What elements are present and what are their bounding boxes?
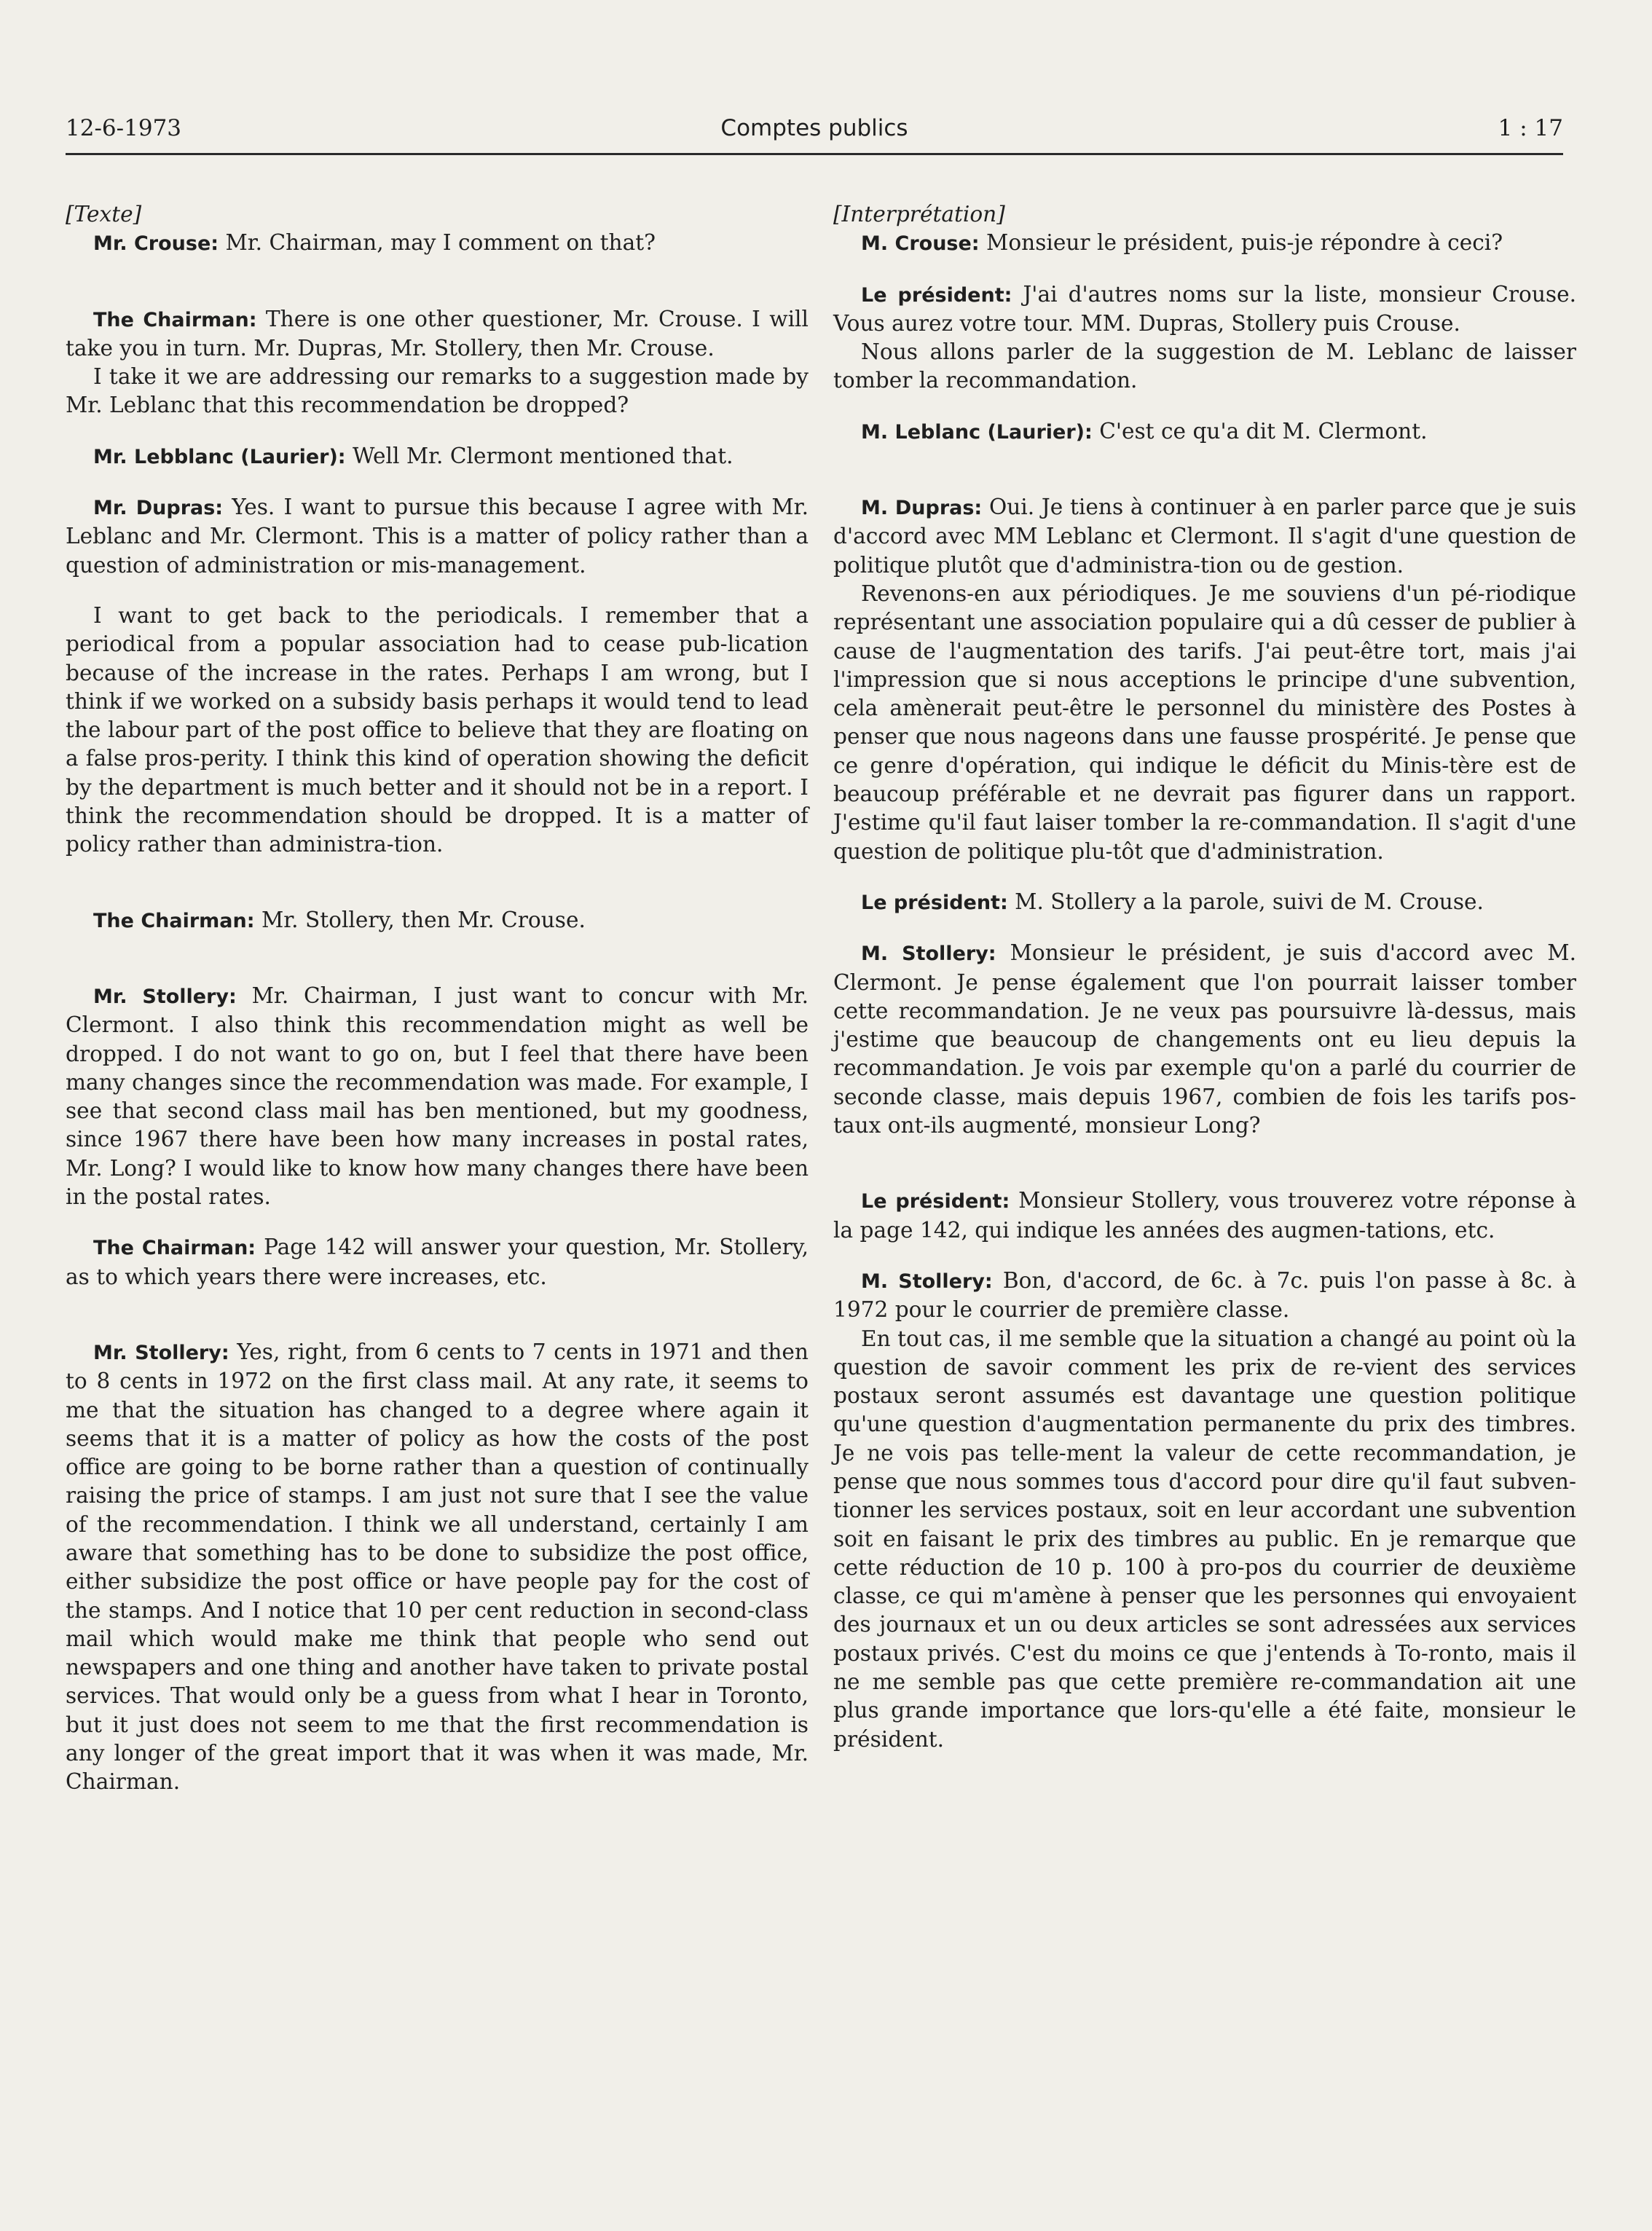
speech-text: Yes, right, from 6 cents to 7 cents in 1971 and then to 8 cents in 1972 on the first class mail. At any rate, it seems to me that the situation has changed to a degree where again it seems that it is a matter of policy as how the costs of the post office are going to be borne rather than a question of continually raising the price of stamps. I am just not sure that I see the value of the recommendation. I think we all understand, certainly I am aware that something has to be done to subsidize the post office, either subsidize the post office or have people pay for the cost of the stamps. And I notice that 10 per cent reduction in second-class mail which would make me think that people who send out newspapers and one thing and another have taken to private postal services. That would only be a guess from what I hear in Toronto, but it just does not seem to me that the first recommendation is any longer of the great import that it was when it was made, Mr. Chairman. bbox=[66, 1339, 809, 1795]
paragraph bbox=[66, 906, 809, 935]
speech-text: Page 142 will answer your question, Mr. Stollery, as to which years there were increases, etc. bbox=[66, 1235, 809, 1289]
paragraph bbox=[833, 417, 1576, 446]
header-page-number: 1 : 17 bbox=[1498, 115, 1563, 141]
english-column bbox=[66, 200, 809, 1797]
speech-text: Bon, d'accord, de 6c. à 7c. puis l'on passe à 8c. à 1972 pour le courrier de première classe. bbox=[833, 1267, 1576, 1323]
speech-text: M. Stollery a la parole, suivi de M. Crouse. bbox=[1007, 889, 1484, 914]
speech-text: Well Mr. Clermont mentioned that. bbox=[345, 443, 733, 468]
paragraph bbox=[833, 888, 1576, 917]
header-date: 12-6-1973 bbox=[66, 115, 182, 141]
speaker-name: The Chairman: bbox=[93, 308, 257, 331]
french-column bbox=[833, 200, 1576, 1754]
speech-text: Mr. Chairman, may I comment on that? bbox=[219, 230, 656, 256]
speaker-name: The Chairman: bbox=[93, 909, 255, 932]
speech-text: Revenons-en aux périodiques. Je me souviens d'un pé-riodique représentant une association populaire qui a dû cesser de publier à cause de l'augmentation des tarifs. J'ai peut-être tort, mais j'ai l'impression que si nous acceptions le principe d'une subvention, cela amènerait peut-être le personnel du ministère des Postes à penser que nous nageons dans une fausse prospérité. Je pense que ce genre d'opération, qui indique le déficit du Minis-tère est de beaucoup préférable et ne devrait pas figurer dans un rapport. J'estime qu'il faut laiser tomber la re-commandation. Il s'agit d'une question de politique plu-tôt que d'administration. bbox=[833, 581, 1576, 864]
speech-text: J'ai d'autres noms sur la liste, monsieur Crouse. Vous aurez votre tour. MM. Dupras, Stollery puis Crouse. bbox=[833, 281, 1577, 336]
paragraph bbox=[833, 338, 1576, 396]
paragraph bbox=[833, 1187, 1576, 1245]
paragraph bbox=[833, 580, 1576, 866]
speech-text: Monsieur Stollery, vous trouverez votre réponse à la page 142, qui indique les années des augmen-tations, etc. bbox=[833, 1188, 1576, 1243]
section-label: [Interprétation] bbox=[833, 202, 1005, 227]
speaker-name: M. Stollery: bbox=[861, 1270, 993, 1293]
speech-text: C'est ce qu'a dit M. Clermont. bbox=[1092, 418, 1428, 444]
speaker-name: Le président: bbox=[861, 283, 1012, 307]
header-title: Comptes publics bbox=[720, 115, 908, 141]
paragraph bbox=[833, 493, 1576, 580]
paragraph bbox=[66, 363, 809, 420]
speaker-name: Le président: bbox=[861, 891, 1008, 914]
speech-text: En tout cas, il me semble que la situation a changé au point où la question de savoir comment les prix de re-vient des services postaux seront assumés est davantage une question politique qu'une question d'augmentation permanente du prix des timbres. Je ne vois pas telle-ment la valeur de cette recommandation, je pense que nous sommes tous d'accord pour dire qu'il faut subven-tionner les services postaux, soit en leur accordant une subvention soit en faisant le prix des timbres au public. En je remarque que cette réduction de 10 p. 100 à pro-pos du courrier de deuxième classe, ce qui m'amène à penser que les personnes qui envoyaient des journaux et un ou deux articles se sont adressées aux services postaux privés. C'est du moins ce que j'entends à To-ronto, mais il ne me semble pas que cette première re-commandation ait une plus grande importance que lors-qu'elle a été faite, monsieur le président. bbox=[833, 1326, 1576, 1752]
speaker-name: Le président: bbox=[861, 1190, 1010, 1213]
speaker-name: M. Crouse: bbox=[861, 232, 980, 256]
paragraph bbox=[833, 1325, 1576, 1754]
paragraph bbox=[833, 280, 1576, 339]
speaker-name: The Chairman: bbox=[93, 1237, 256, 1260]
paragraph bbox=[66, 493, 809, 580]
paragraph bbox=[833, 1267, 1576, 1325]
speaker-name: Mr. Stollery: bbox=[93, 985, 237, 1008]
speech-text: Mr. Chairman, I just want to concur with Mr. Clermont. I also think this recommendation might as well be dropped. I do not want to go on, but I feel that there have been many changes since the recommendation was made. For example, I see that second class mail has ben mentioned, but my goodness, since 1967 there have been how many increases in postal rates, Mr. Long? I would like to know how many changes there have been in the postal rates. bbox=[66, 983, 809, 1210]
paragraph bbox=[66, 229, 809, 258]
paragraph bbox=[66, 1233, 809, 1291]
speaker-name: M. Leblanc (Laurier): bbox=[861, 420, 1093, 444]
paragraph bbox=[833, 229, 1576, 258]
paragraph bbox=[833, 939, 1576, 1140]
paragraph bbox=[66, 305, 809, 363]
speaker-name: M. Stollery: bbox=[861, 943, 996, 966]
speaker-name: Mr. Dupras: bbox=[93, 497, 224, 520]
paragraph bbox=[66, 1338, 809, 1797]
paragraph bbox=[66, 982, 809, 1211]
speaker-name: Mr. Lebblanc (Laurier): bbox=[93, 445, 346, 468]
speech-text: I want to get back to the periodicals. I remember that a periodical from a popular association had to cease pub-lication because of the increase in the rates. Perhaps I am wrong, but I think if we worked on a subsidy basis perhaps it would tend to lead the labour part of the post office to believe that they are floating on a false pros-perity. I think this kind of operation showing the deficit by the department is much better and it should not be in a report. I think the recommendation should be dropped. It is a matter of policy rather than administra-tion. bbox=[66, 602, 809, 857]
speech-text: Mr. Stollery, then Mr. Crouse. bbox=[254, 907, 586, 932]
speech-text: I take it we are addressing our remarks to a suggestion made by Mr. Leblanc that this recommendation be dropped? bbox=[66, 364, 809, 418]
paragraph bbox=[66, 442, 809, 471]
section-label: [Texte] bbox=[66, 202, 142, 227]
speaker-name: Mr. Crouse: bbox=[93, 232, 219, 256]
paragraph bbox=[66, 602, 809, 859]
speaker-name: Mr. Stollery: bbox=[93, 1341, 229, 1364]
speech-text: Yes. I want to pursue this because I agree with Mr. Leblanc and Mr. Clermont. This is a matter of policy rather than a question of administration or mis-management. bbox=[66, 495, 809, 578]
speech-text: Oui. Je tiens à continuer à en parler parce que je suis d'accord avec MM Leblanc et Clermont. Il s'agit d'une question de politique plutôt que d'administra-tion ou de gestion. bbox=[833, 495, 1577, 578]
page-header bbox=[66, 109, 1563, 155]
speech-text: Nous allons parler de la suggestion de M. Leblanc de laisser tomber la recommandation. bbox=[833, 339, 1576, 393]
speech-text: Monsieur le président, je suis d'accord avec M. Clermont. Je pense également que l'on pourrait laisser tomber cette recommandation. Je ne veux pas poursuivre là-dessus, mais j'estime que beaucoup de changements ont eu lieu depuis la recommandation. Je vois par exemple qu'on a parlé du courrier de seconde classe, mais depuis 1967, combien de fois les tarifs pos-taux ont-ils augmenté, monsieur Long? bbox=[833, 940, 1576, 1138]
speaker-name: M. Dupras: bbox=[861, 497, 983, 520]
speech-text: Monsieur le président, puis-je répondre à ceci? bbox=[979, 230, 1503, 256]
speech-text: There is one other questioner, Mr. Crouse. I will take you in turn. Mr. Dupras, Mr. Stollery, then Mr. Crouse. bbox=[66, 306, 809, 361]
